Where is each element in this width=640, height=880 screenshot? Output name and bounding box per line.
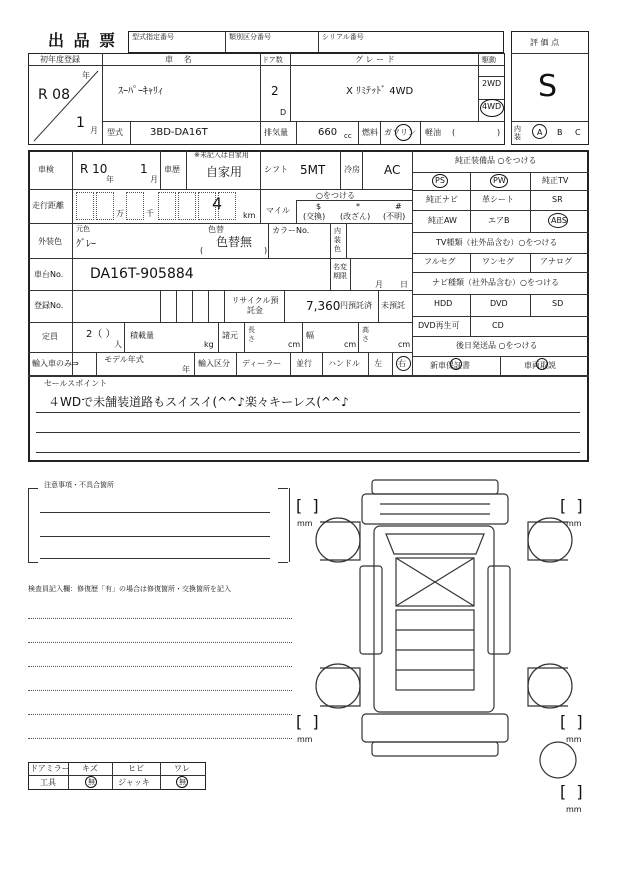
capacity-label: 定員 bbox=[42, 332, 58, 341]
mileage-mile: マイル bbox=[266, 206, 290, 215]
tire-fr-bracket: [ ] bbox=[560, 496, 583, 515]
later-warranty-circle bbox=[450, 358, 462, 370]
tire-fl-bracket: [ ] bbox=[296, 496, 319, 515]
drive-4wd: 4WD bbox=[482, 102, 502, 111]
equipment-pw: PW bbox=[493, 176, 506, 185]
mileage-kaizan: (改ざん) bbox=[340, 212, 371, 221]
navi-hdd: HDD bbox=[434, 299, 453, 308]
caution-label: 注意事項・不具合箇所 bbox=[44, 481, 114, 489]
tv-type-title: TV種類（社外品含む）○をつける bbox=[436, 238, 558, 247]
load-unit: kg bbox=[204, 340, 214, 349]
tire-spare-mm: mm bbox=[566, 805, 582, 814]
mileage-label: 走行距離 bbox=[32, 201, 64, 210]
size-label: 諸元 bbox=[222, 331, 238, 340]
expire-day-unit: 日 bbox=[400, 280, 408, 289]
height-label: 高さ bbox=[362, 326, 369, 343]
tv-analog: アナログ bbox=[540, 257, 572, 266]
import-dealer: ディーラー bbox=[242, 359, 282, 368]
history-note: ※未記入は自家用 bbox=[194, 151, 249, 159]
mileage-km: km bbox=[243, 211, 256, 220]
expire-label: 名変期限 bbox=[333, 263, 347, 280]
interior-label: 内装 bbox=[514, 125, 521, 141]
header-id-box bbox=[128, 31, 504, 53]
acc-hibi: ヒビ bbox=[128, 764, 144, 773]
doors-value: 2 bbox=[271, 84, 279, 98]
fuel-gasoline-circle bbox=[395, 124, 412, 141]
first-reg-month: 1 bbox=[76, 115, 85, 131]
form-title: 出 品 票 bbox=[48, 31, 118, 50]
mileage-kokan: (交換) bbox=[303, 212, 326, 221]
navi-type-title: ナビ種類（社外品含む）○をつける bbox=[432, 278, 559, 287]
length-cm: cm bbox=[288, 340, 301, 349]
mileage-value: 4 bbox=[212, 194, 223, 213]
model-year-unit: 年 bbox=[182, 365, 190, 374]
equipment-ps: PS bbox=[435, 176, 445, 185]
tire-fl-mm: mm bbox=[297, 519, 313, 528]
history-value: 自家用 bbox=[206, 165, 243, 179]
grade-value: X ﾘﾐﾃｯﾄﾞ 4WD bbox=[346, 86, 414, 97]
mileage-star: * bbox=[356, 202, 360, 211]
later-title: 後日発送品 ○をつける bbox=[456, 341, 538, 350]
unpaid-label: 未預託 bbox=[381, 301, 405, 310]
car-diagram bbox=[300, 470, 600, 800]
navi-dvd: DVD bbox=[490, 299, 508, 308]
tire-rl-bracket: [ ] bbox=[296, 712, 319, 731]
rating-label: 評 価 点 bbox=[530, 38, 560, 47]
acc-kizu: キズ bbox=[82, 764, 98, 773]
import-parallel: 並行 bbox=[296, 359, 312, 368]
import-type-label: 輸入区分 bbox=[198, 359, 230, 368]
capacity-unit: 人 bbox=[114, 340, 122, 349]
fuel-diesel: 軽油 bbox=[425, 128, 441, 137]
type-designation-label: 型式指定番号 bbox=[132, 33, 174, 41]
interior-a-circle bbox=[532, 124, 547, 139]
tire-rl-mm: mm bbox=[297, 735, 313, 744]
mileage-sen: 千 bbox=[146, 209, 154, 218]
first-reg-month-unit: 月 bbox=[90, 126, 98, 135]
drive-2wd: 2WD bbox=[482, 79, 502, 88]
handle-right: 右 bbox=[398, 359, 406, 368]
fuel-gasoline: ガソリン bbox=[384, 128, 416, 137]
sales-point-text: ４WDで未舗装道路もスイスイ(^^♪楽々キーレス(^^♪ bbox=[48, 395, 349, 409]
shaken-month-unit: 月 bbox=[150, 175, 158, 184]
tire-spare-bracket: [ ] bbox=[560, 782, 583, 801]
drive-4wd-circle bbox=[480, 99, 504, 117]
equipment-ps-circle bbox=[432, 174, 448, 188]
tv-oneseg: ワンセグ bbox=[482, 257, 514, 266]
handle-left: 左 bbox=[374, 359, 382, 368]
navi-cd: CD bbox=[492, 321, 504, 330]
car-name-label: 車 名 bbox=[165, 55, 196, 64]
interior-b: B bbox=[557, 128, 563, 137]
chassis-value: DA16T-905884 bbox=[90, 266, 194, 282]
acc-ware: ワレ bbox=[174, 764, 190, 773]
equipment-title: 純正装備品 ○をつける bbox=[455, 156, 537, 165]
mileage-dollar: $ bbox=[316, 202, 322, 211]
recycle-label: リサイクル預託金 bbox=[231, 296, 279, 315]
first-reg-era: R 08 bbox=[38, 87, 70, 103]
doors-suffix: D bbox=[280, 108, 287, 117]
sales-point-label: セールスポイント bbox=[44, 379, 108, 388]
equipment-sr: SR bbox=[552, 195, 563, 204]
recycle-suffix: 円預託済 bbox=[340, 301, 372, 310]
expire-month-unit: 月 bbox=[375, 280, 383, 289]
later-manual: 車両取説 bbox=[524, 361, 556, 370]
color-iro-value: 色替無 bbox=[216, 235, 253, 249]
recycle-value: 7,360 bbox=[306, 299, 341, 313]
doors-label: ドア数 bbox=[262, 56, 283, 64]
handle-label: ハンドル bbox=[328, 359, 360, 368]
displacement-unit: cc bbox=[344, 132, 352, 140]
tire-rr-bracket: [ ] bbox=[560, 712, 583, 731]
shaken-month: 1 bbox=[140, 162, 148, 176]
capacity-value: 2（ ） bbox=[86, 329, 116, 340]
equipment-navi: 純正ナビ bbox=[426, 195, 458, 204]
tire-rr-mm: mm bbox=[566, 735, 582, 744]
later-warranty: 新車保証書 bbox=[430, 361, 470, 370]
mileage-hash: # bbox=[395, 202, 402, 211]
displacement-label: 排気量 bbox=[264, 128, 288, 137]
rating-value: S bbox=[538, 69, 558, 104]
color-iro-label: 色替 bbox=[208, 225, 224, 234]
shaken-value: R 10 bbox=[80, 162, 108, 176]
first-reg-year-unit: 年 bbox=[82, 71, 90, 80]
color-paren-close: ) bbox=[264, 246, 268, 255]
color-paren-open: ( bbox=[200, 246, 204, 255]
caution-box bbox=[28, 488, 290, 562]
acc-jack-circle bbox=[176, 776, 188, 788]
equipment-leather: 革シート bbox=[482, 195, 514, 204]
acc-tools: 工具 bbox=[40, 778, 56, 787]
serial-label: シリアル番号 bbox=[322, 33, 364, 41]
color-label: 外装色 bbox=[38, 237, 62, 246]
acc-jack-mark: 無 bbox=[179, 778, 186, 786]
category-label: 類別区分番号 bbox=[229, 33, 271, 41]
height-cm: cm bbox=[398, 340, 411, 349]
mileage-fumei: (不明) bbox=[383, 212, 406, 221]
equipment-aw: 純正AW bbox=[428, 216, 457, 225]
mileage-tsukeru: ○をつける bbox=[316, 191, 355, 200]
acc-tools-circle bbox=[85, 776, 97, 788]
car-name-value: ｽｰﾊﾟｰｷｬﾘｨ bbox=[118, 86, 163, 97]
length-label: 長さ bbox=[248, 326, 255, 343]
equipment-abs-circle bbox=[548, 213, 568, 228]
aircon-value: AC bbox=[384, 163, 401, 177]
equipment-abs: ABS bbox=[551, 216, 567, 225]
tire-fr-mm: mm bbox=[566, 519, 582, 528]
model-year-label: モデル年式 bbox=[104, 355, 144, 364]
grade-label: グ レ ー ド bbox=[355, 55, 395, 64]
model-label: 型式 bbox=[107, 128, 123, 137]
navi-dvd-play: DVD再生可 bbox=[418, 321, 460, 330]
mileage-man: 万 bbox=[116, 209, 124, 218]
width-cm: cm bbox=[344, 340, 357, 349]
history-label: 車歴 bbox=[164, 165, 180, 174]
interior-c: C bbox=[575, 128, 581, 137]
chassis-label: 車台No. bbox=[34, 270, 64, 279]
equipment-tv: 純正TV bbox=[542, 176, 569, 185]
handle-right-circle bbox=[396, 356, 411, 371]
color-no-label: カラーNo. bbox=[272, 226, 310, 235]
import-label: 輸入車のみ⇒ bbox=[32, 359, 79, 368]
load-label: 積載量 bbox=[130, 331, 154, 340]
registration-label: 登録No. bbox=[34, 301, 64, 310]
equipment-airbag: エアB bbox=[488, 216, 510, 225]
equipment-pw-circle bbox=[490, 174, 508, 188]
later-manual-circle bbox=[536, 358, 548, 370]
displacement-value: 660 bbox=[318, 127, 338, 138]
shift-label: シフト bbox=[264, 165, 288, 174]
acc-jack: ジャッキ bbox=[118, 778, 150, 787]
shift-value: 5MT bbox=[300, 163, 326, 177]
navi-sd: SD bbox=[552, 299, 564, 308]
interior-color-label: 内装色 bbox=[334, 227, 341, 253]
acc-tools-mark: 無 bbox=[88, 778, 95, 786]
tv-fullseg: フルセグ bbox=[424, 257, 456, 266]
color-moto-value: ｸﾞﾚｰ bbox=[76, 239, 96, 250]
shaken-label: 車検 bbox=[38, 165, 54, 174]
acc-door-mirror: ドアミラー bbox=[30, 764, 70, 773]
color-moto-label: 元色 bbox=[76, 225, 90, 233]
model-value: 3BD-DA16T bbox=[150, 127, 208, 138]
shaken-year-unit: 年 bbox=[106, 175, 114, 184]
fuel-label: 燃料 bbox=[362, 128, 378, 137]
interior-a: A bbox=[537, 128, 543, 137]
first-reg-label: 初年度登録 bbox=[40, 55, 80, 64]
aircon-label: 冷房 bbox=[344, 165, 360, 174]
drive-label: 駆動 bbox=[482, 56, 496, 64]
width-label: 幅 bbox=[306, 331, 314, 340]
inspector-label: 検査員記入欄：修復歴「有」の場合は修復箇所・交換箇所を記入 bbox=[28, 585, 231, 593]
